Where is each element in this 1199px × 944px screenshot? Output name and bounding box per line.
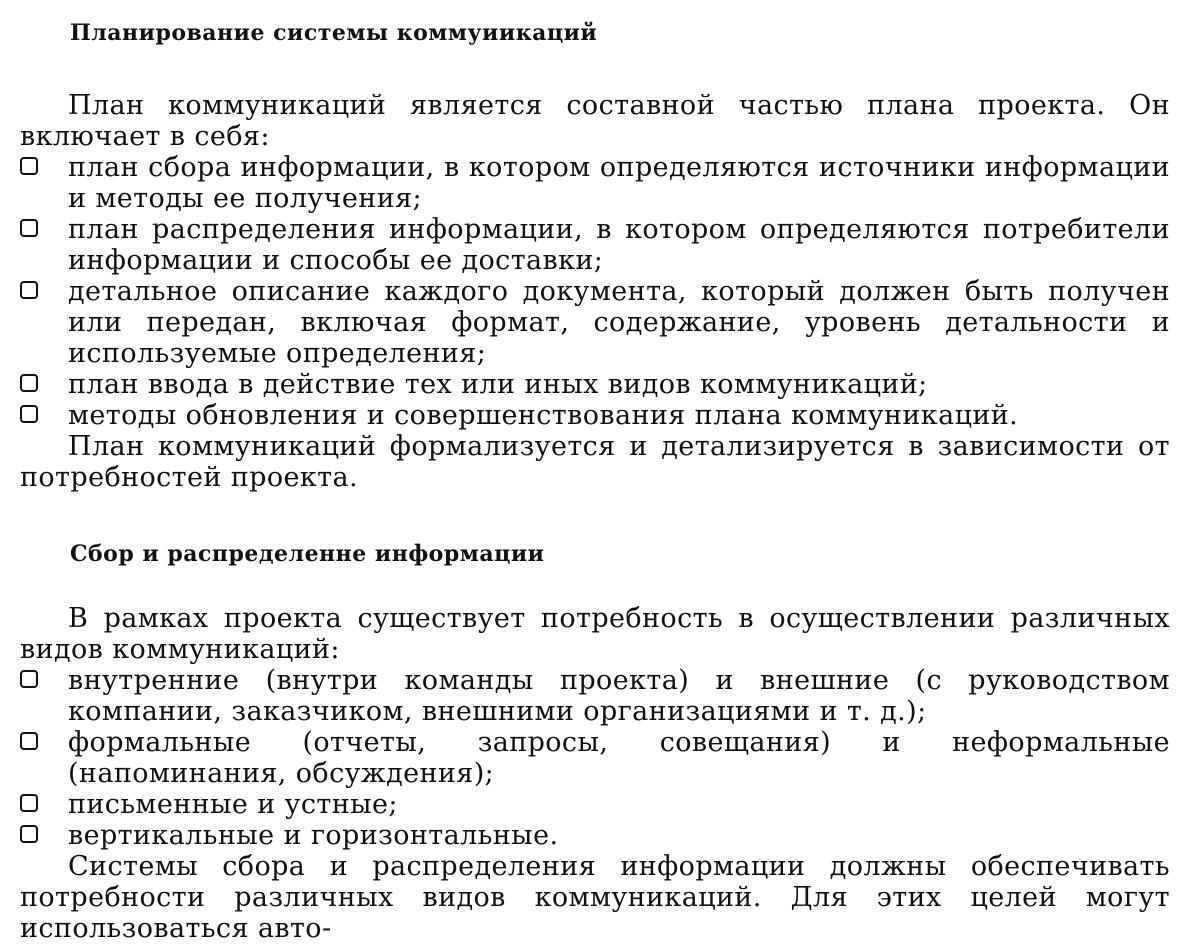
list-item <box>20 152 1170 214</box>
list-item-text: план ввода в действие тех или иных видов коммуникаций; <box>68 369 928 400</box>
list-item <box>20 789 1170 820</box>
checkbox-bullet-icon <box>20 219 38 237</box>
paragraph-outro: План коммуникаций формализуется и детализируется в зависимости от потребностей проекта. <box>20 431 1170 493</box>
paragraph-outro: Системы сбора и распределения информации должны обеспечивать потребности различных видов коммуникаций. Для этих целей могут использоваться авто- <box>20 851 1170 944</box>
checkbox-bullet-icon <box>20 825 38 843</box>
checkbox-bullet-icon <box>20 157 38 175</box>
paragraph-intro: В рамках проекта существует потребность в осуществлении различных видов коммуникаций: <box>20 603 1170 665</box>
paragraph-intro: План коммуникаций является составной частью плана проекта. Он включает в себя: <box>20 90 1170 152</box>
list-item-text: детальное описание каждого документа, который должен быть получен или передан, включая формат, содержание, уровень детальности и используемые определения; <box>68 276 1170 369</box>
list-item <box>20 727 1170 789</box>
list-item <box>20 214 1170 276</box>
checkbox-bullet-icon <box>20 794 38 812</box>
list-item-text: методы обновления и совершенствования плана коммуникаций. <box>68 400 1019 431</box>
list-item-text: формальные (отчеты, запросы, совещания) и неформальные (напоминания, обсуждения); <box>68 727 1170 789</box>
list-item <box>20 665 1170 727</box>
list-item-text: план распределения информации, в котором определяются потребители информации и способы ее доставки; <box>68 214 1170 276</box>
checkbox-bullet-icon <box>20 405 38 423</box>
checkbox-bullet-icon <box>20 374 38 392</box>
checkbox-bullet-icon <box>20 670 38 688</box>
section-heading-communication-planning: Планирование системы коммуиикаций <box>70 20 598 46</box>
section-heading-information-collection: Сбор и распределенне информации <box>70 541 545 567</box>
list-item-text: вертикальные и горизонтальные. <box>68 820 559 851</box>
list-item <box>20 369 1170 400</box>
list-item-text: внутренние (внутри команды проекта) и внешние (с руководством компании, заказчиком, внешними организациями и т. д.); <box>68 665 1170 727</box>
list-item-text: письменные и устные; <box>68 789 398 820</box>
document-page <box>20 18 1170 944</box>
list-item <box>20 276 1170 369</box>
list-item <box>20 400 1170 431</box>
checkbox-bullet-icon <box>20 732 38 750</box>
bullet-list-communication-types <box>20 665 1170 851</box>
bullet-list-plan-contents <box>20 152 1170 431</box>
list-item <box>20 820 1170 851</box>
list-item-text: план сбора информации, в котором определяются источники информации и методы ее получения; <box>68 152 1170 214</box>
checkbox-bullet-icon <box>20 281 38 299</box>
